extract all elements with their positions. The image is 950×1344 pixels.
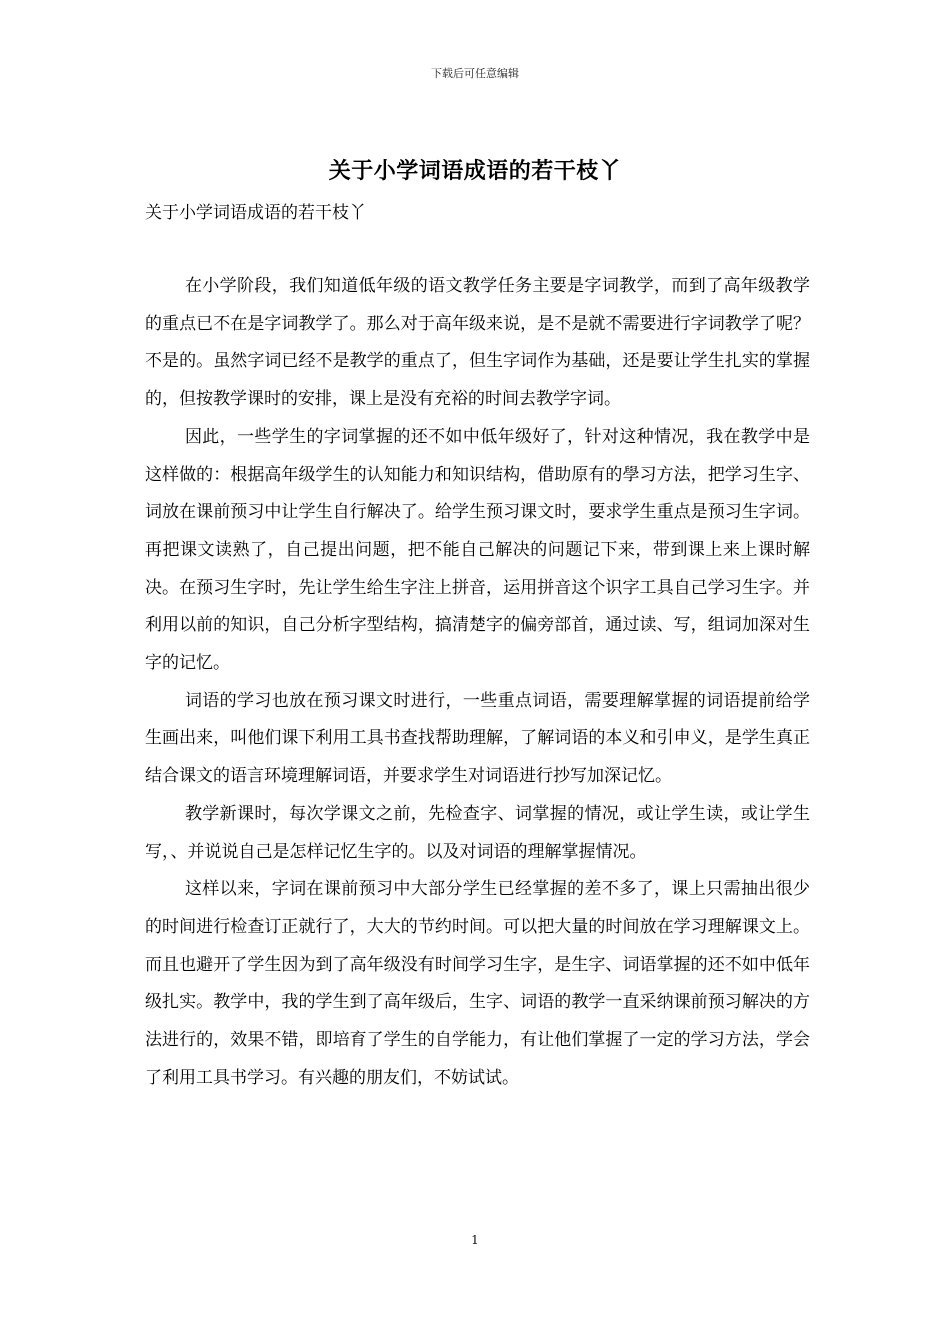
page-number: 1 [471,1233,479,1247]
paragraph: 在小学阶段，我们知道低年级的语文教学任务主要是字词教学，而到了高年级教学的重点已不在是字词教学了。那么对于高年级来说，是不是就不需要进行字词教学了呢？不是的。虽然字词已经不是教学的重点了，但生字词作为基础，还是要让学生扎实的掌握的，但按教学课时的安排，课上是没有充裕的时间去教学字词。 [145,276,810,410]
paragraph: 教学新课时，每次学课文之前，先检查字、词掌握的情况，或让学生读，或让学生写，、并说说自己是怎样记忆生字的。以及对词语的理解掌握情况。 [145,803,810,862]
document-body [145,268,810,1097]
document-title: 关于小学词语成语的若干枝丫 [328,158,622,184]
header-note: 下载后可任意编辑 [431,67,519,80]
document-subtitle: 关于小学词语成语的若干枝丫 [145,203,366,223]
paragraph: 词语的学习也放在预习课文时进行，一些重点词语，需要理解掌握的词语提前给学生画出来，叫他们课下利用工具书查找帮助理解，了解词语的本义和引申义，是学生真正结合课文的语言环境理解词语，并要求学生对词语进行抄写加深记忆。 [145,690,810,787]
paragraph: 因此，一些学生的字词掌握的还不如中低年级好了，针对这种情况，我在教学中是这样做的：根据高年级学生的认知能力和知识结构，借助原有的學习方法，把学习生字、词放在课前预习中让学生自行解决了。给学生预习课文时，要求学生重点是预习生字词。再把课文读熟了，自己提出问题，把不能自己解决的问题记下来，带到课上来上课时解决。在预习生字时，先让学生给生字注上拼音，运用拼音这个识字工具自己学习生字。并利用以前的知识，自己分析字型结构，搞清楚字的偏旁部首，通过读、写，组词加深对生字的记忆。 [145,426,810,674]
paragraph: 这样以来，字词在课前预习中大部分学生已经掌握的差不多了，课上只需抽出很少的时间进行检查订正就行了，大大的节约时间。可以把大量的时间放在学习理解课文上。而且也避开了学生因为到了高年级没有时间学习生字，是生字、词语掌握的还不如中低年级扎实。教学中，我的学生到了高年级后，生字、词语的教学一直采纳课前预习解决的方法进行的，效果不错，即培育了学生的自学能力，有让他们掌握了一定的学习方法，学会了利用工具书学习。有兴趣的朋友们，不妨试试。 [145,879,810,1088]
